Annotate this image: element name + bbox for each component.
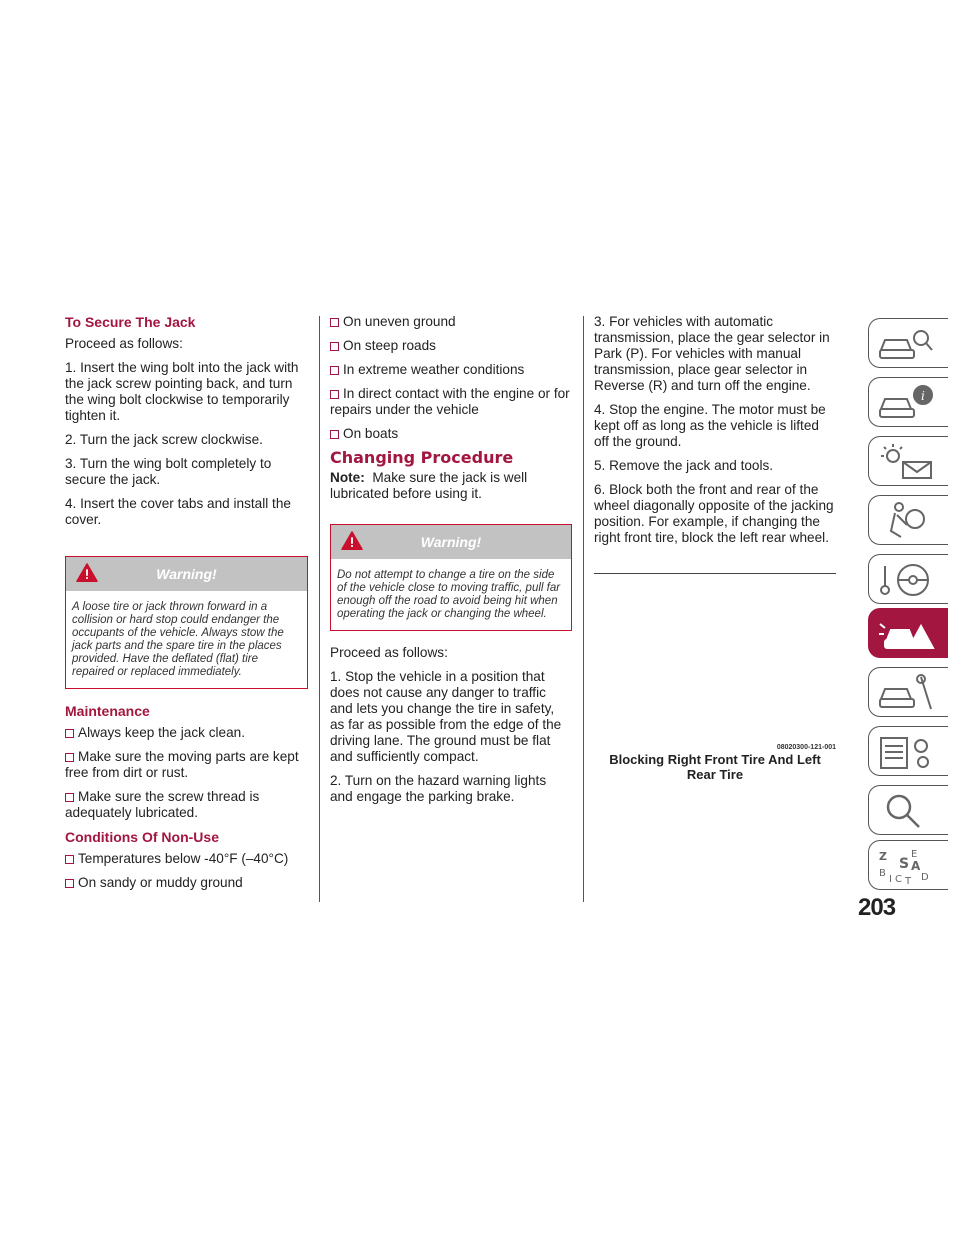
checkbox-bullet-icon xyxy=(330,366,339,375)
specs-gear-icon[interactable] xyxy=(868,726,948,776)
note-text: Make sure the jack is well lubricated before using it. xyxy=(330,470,528,501)
section-heading-non-use: Conditions Of Non-Use xyxy=(65,829,219,845)
column-3 xyxy=(594,314,836,554)
step-4: 4. Insert the cover tabs and install the cover. xyxy=(65,496,291,527)
checkbox-bullet-icon xyxy=(65,729,74,738)
svg-text:A: A xyxy=(911,859,921,873)
step-2: 2. Turn on the hazard warning lights and engage the parking brake. xyxy=(330,773,547,804)
svg-text:Z: Z xyxy=(879,850,887,863)
warning-lights-icon[interactable] xyxy=(868,436,948,486)
maintenance-item: Make sure the screw thread is adequately lubricated. xyxy=(65,789,260,820)
step-2: 2. Turn the jack screw clockwise. xyxy=(65,432,263,447)
svg-text:I: I xyxy=(889,874,892,885)
step-6: 6. Block both the front and rear of the wheel diagonally opposite of the jacking position. For example, if changing the right front tire, block the left rear wheel. xyxy=(594,482,834,545)
non-use-item: Temperatures below -40°F (–40°C) xyxy=(65,851,308,867)
maintenance-item: Always keep the jack clean. xyxy=(65,725,308,741)
figure-caption: Blocking Right Front Tire And Left Rear Tire xyxy=(609,752,821,782)
checkbox-bullet-icon xyxy=(65,753,74,762)
section-heading-changing-procedure: Changing Procedure xyxy=(330,448,514,467)
maintenance-item: Make sure the moving parts are kept free from dirt or rust. xyxy=(65,749,299,780)
figure-code: 08020300-121-001 xyxy=(776,744,836,751)
non-use-item: In direct contact with the engine or for repairs under the vehicle xyxy=(330,386,570,417)
warning-title: Warning! xyxy=(420,534,482,550)
column-1 xyxy=(65,314,308,899)
intro-text: Proceed as follows: xyxy=(330,645,448,660)
step-4: 4. Stop the engine. The motor must be kept off as long as the vehicle is lifted off the ground. xyxy=(594,402,826,449)
svg-text:D: D xyxy=(921,872,929,883)
checkbox-bullet-icon xyxy=(330,390,339,399)
svg-text:i: i xyxy=(921,389,925,403)
car-service-icon[interactable] xyxy=(868,667,948,717)
search-icon[interactable] xyxy=(868,785,948,835)
svg-text:E: E xyxy=(911,849,918,860)
car-search-icon[interactable] xyxy=(868,318,948,368)
warning-text: Do not attempt to change a tire on the side of the vehicle close to moving traffic, pull far enough off the road to avoid being hit when operating the jack or changing the wheel. xyxy=(337,569,561,620)
checkbox-bullet-icon xyxy=(65,793,74,802)
step-1: 1. Insert the wing bolt into the jack with the jack screw pointing back, and turn the wing bolt clockwise to temporarily tighten it. xyxy=(65,360,299,423)
index-icon[interactable] xyxy=(868,840,948,890)
warning-header xyxy=(66,557,307,591)
warning-title: Warning! xyxy=(156,566,217,582)
step-5: 5. Remove the jack and tools. xyxy=(594,458,774,473)
svg-text:B: B xyxy=(879,868,886,879)
note-label: Note: xyxy=(330,470,365,485)
figure-top-rule xyxy=(594,573,836,574)
svg-text:S: S xyxy=(899,856,910,872)
checkbox-bullet-icon xyxy=(65,855,74,864)
page-number: 203 xyxy=(858,894,896,921)
svg-text:T: T xyxy=(905,876,912,886)
note xyxy=(330,470,572,502)
warning-box-traffic xyxy=(330,524,572,631)
steering-wheel-icon[interactable] xyxy=(868,554,948,604)
non-use-item: In extreme weather conditions xyxy=(330,362,572,378)
step-3: 3. For vehicles with automatic transmission, place the gear selector in Park (P). For vehicles with manual transmission, place gear selector in Reverse (R) and turn off the engine. xyxy=(594,314,830,393)
car-info-icon[interactable] xyxy=(868,377,948,427)
non-use-item: On steep roads xyxy=(330,338,572,354)
warning-box-jack xyxy=(65,556,308,689)
column-divider xyxy=(319,316,320,902)
step-1: 1. Stop the vehicle in a position that does not cause any danger to traffic and lets you change the tire in safety, as far as possible from the edge of the driving lane. The ground must be flat and sufficiently compact. xyxy=(330,669,562,764)
non-use-item: On boats xyxy=(330,426,572,442)
emergency-car-icon[interactable] xyxy=(868,608,948,658)
non-use-item: On sandy or muddy ground xyxy=(65,875,308,891)
warning-header xyxy=(331,525,571,559)
airbag-icon[interactable] xyxy=(868,495,948,545)
warning-text: A loose tire or jack thrown forward in a collision or hard stop could endanger the occupants of the vehicle. Always stow the jack parts and the spare tire in the places provided. Have the deflated (flat) tire repaired or replaced immediately. xyxy=(72,601,284,678)
section-heading-secure-jack: To Secure The Jack xyxy=(65,314,196,330)
column-2 xyxy=(330,314,572,813)
column-divider xyxy=(583,316,584,902)
checkbox-bullet-icon xyxy=(330,342,339,351)
checkbox-bullet-icon xyxy=(330,430,339,439)
checkbox-bullet-icon xyxy=(330,318,339,327)
checkbox-bullet-icon xyxy=(65,879,74,888)
non-use-item: On uneven ground xyxy=(330,314,572,330)
svg-text:C: C xyxy=(895,874,902,885)
step-3: 3. Turn the wing bolt completely to secure the jack. xyxy=(65,456,272,487)
intro-text: Proceed as follows: xyxy=(65,336,183,351)
section-heading-maintenance: Maintenance xyxy=(65,703,150,719)
